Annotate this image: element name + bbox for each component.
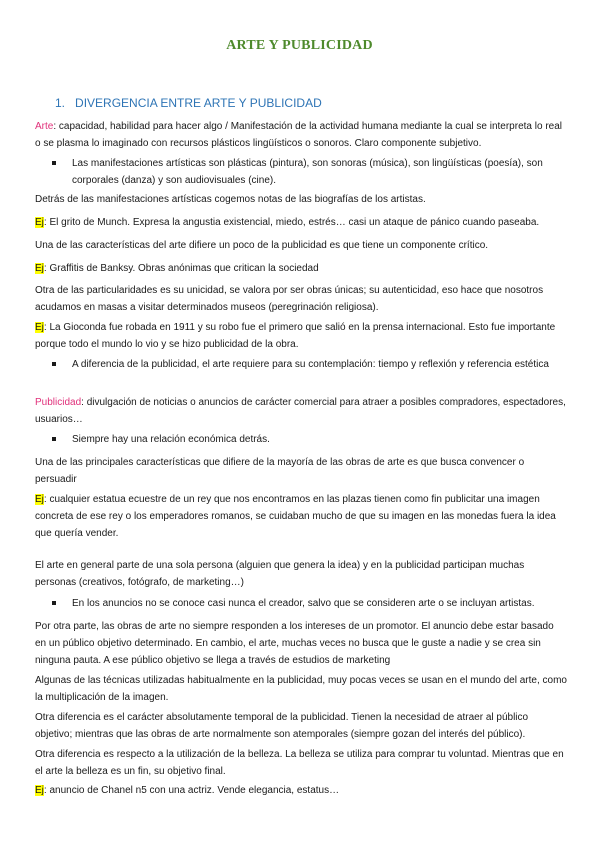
list-item: En los anuncios no se conoce casi nunca el creador, salvo que se consideren arte o se incluyan artistas. [57,595,557,612]
document-title: ARTE Y PUBLICIDAD [226,38,373,53]
example-label: Ej [35,263,44,274]
paragraph-promotor: Por otra parte, las obras de arte no siempre responden a los intereses de un promotor. El anuncio debe estar basado en un público objetivo determinado. En cambio, el arte, muchas veces no busca que le guste a nadie y se crea sin ninguna pauta. A ese público objetivo se llega a través de estudios de marketing [35,621,554,666]
section-heading-text: DIVERGENCIA ENTRE ARTE Y PUBLICIDAD [75,96,322,110]
arte-definition [35,118,567,152]
paragraph-critico: Una de las características del arte difiere un poco de la publicidad es que tiene un componente crítico. [35,240,489,251]
arte-definition-text: : capacidad, habilidad para hacer algo / Manifestación de la actividad humana mediante la cual se interpreta lo real o se plasma lo imaginado con recursos plásticos lingüísticos o sonoros. Claro componente subjetivo. [35,121,562,149]
paragraph-temporal: Otra diferencia es el carácter absolutamente temporal de la publicidad. Tienen la necesidad de atraer al público objetivo; mientras que las obras de arte normalmente son atemporales (siempre gozan del interés del público). [35,712,529,740]
publicidad-definition [35,394,567,428]
example-estatua: Ej: cualquier estatua ecuestre de un rey que nos encontramos en las plazas tienen como fin publicitar una imagen concreta de ese rey o los emperadores romanos, se cuidaban mucho de que su imagen en las monedas fuera la idea que quería vender. [35,494,556,539]
example-banksy: Ej: Graffitis de Banksy. Obras anónimas que critican la sociedad [35,263,319,274]
paragraph-tecnicas: Algunas de las técnicas utilizadas habitualmente en la publicidad, muy pocas veces se usan en el mundo del arte, como la multiplicación de la imagen. [35,675,567,703]
example-label: Ej [35,217,44,228]
bullet-icon [52,601,56,605]
paragraph-unicidad: Otra de las particularidades es su unicidad, se valora por ser obras únicas; su autenticidad, eso hace que nosotros acudamos en masas a visitar determinados museos (peregrinación religiosa). [35,285,544,313]
example-chanel: Ej: anuncio de Chanel n5 con una actriz. Vende elegancia, estatus… [35,785,340,796]
example-gioconda: Ej: La Gioconda fue robada en 1911 y su robo fue el primero que salió en la prensa internacional. Esto fue importante porque todo el mundo lo vio y se hizo publicidad de la obra. [35,322,556,350]
section-heading [55,96,322,110]
bullet-icon [52,437,56,441]
list-item: Las manifestaciones artísticas son plásticas (pintura), son sonoras (música), son lingüísticas (poesía), son corporales (danza) y son audiovisuales (cine). [57,155,557,189]
paragraph-persona: El arte en general parte de una sola persona (alguien que genera la idea) y en la publicidad participan muchas personas (creativos, fotógrafo, de marketing…) [35,560,525,588]
section-number: 1. [55,96,66,110]
list-item: Siempre hay una relación económica detrás. [57,431,557,448]
list-item: A diferencia de la publicidad, el arte requiere para su contemplación: tiempo y reflexión y referencia estética [57,356,557,373]
paragraph-convencer: Una de las principales características que difiere de la mayoría de las obras de arte es que busca convencer o persuadir [35,457,525,485]
example-label: Ej [35,322,44,333]
arte-term: Arte [35,121,54,132]
bullet-icon [52,161,56,165]
example-munch: Ej: El grito de Munch. Expresa la angustia existencial, miedo, estrés… casi un ataque de pánico cuando paseaba. [35,217,540,228]
bullet-icon [52,362,56,366]
example-label: Ej [35,494,44,505]
publicidad-term: Publicidad [35,397,82,408]
paragraph-biografias: Detrás de las manifestaciones artísticas cogemos notas de las biografías de los artistas. [35,194,426,205]
publicidad-definition-text: : divulgación de noticias o anuncios de carácter comercial para atraer a posibles compradores, espectadores, usuarios… [35,397,566,425]
example-label: Ej [35,785,44,796]
paragraph-belleza: Otra diferencia es respecto a la utilización de la belleza. La belleza se utiliza para comprar tu voluntad. Mientras que en el arte la belleza es un fin, su objetivo final. [35,749,564,777]
